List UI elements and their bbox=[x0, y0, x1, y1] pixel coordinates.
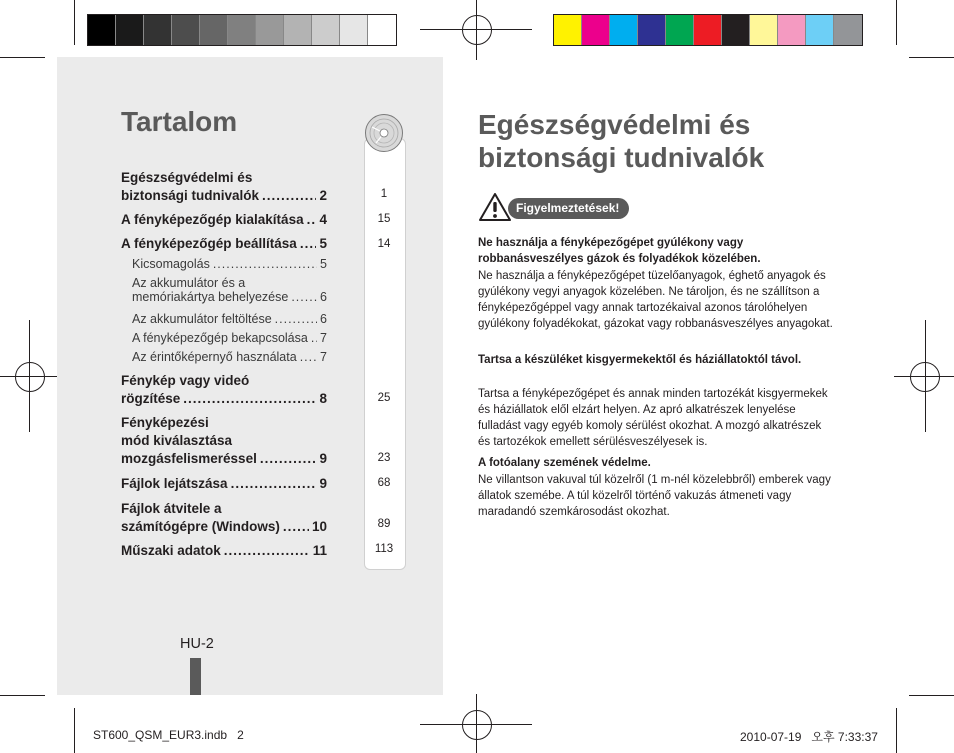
toc-page-number: 9 bbox=[319, 476, 327, 491]
reference-page-number: 113 bbox=[374, 543, 394, 555]
toc-entry-line: Fényképezési bbox=[121, 415, 209, 430]
toc-leader bbox=[300, 235, 317, 253]
section-2-heading: Tartsa a készüléket kisgyermekektől és háziállatoktól távol. bbox=[478, 354, 802, 366]
reference-page-number: 89 bbox=[377, 518, 391, 530]
toc-entry-label: Az érintőképernyő használata bbox=[132, 350, 297, 364]
section-3-body: Ne villantson vakuval túl közelről (1 m-nél közelebbről) emberek vagy állatok szemébe. A túl közelről történő vakuzás átmeneti vagy maradandó szemkárosodást okozhat. bbox=[478, 474, 831, 518]
color-patch bbox=[694, 15, 722, 45]
section-3-heading: A fotóalany szemének védelme. bbox=[478, 457, 651, 469]
toc-entry[interactable] bbox=[121, 211, 327, 229]
toc-leader bbox=[283, 518, 309, 536]
contents-title: Tartalom bbox=[121, 106, 238, 137]
toc-page-number: 10 bbox=[311, 519, 327, 534]
reference-page-number: 68 bbox=[377, 477, 391, 489]
toc-page-number: 6 bbox=[320, 290, 327, 304]
toc-leader bbox=[275, 312, 317, 326]
toc-entry[interactable] bbox=[132, 331, 327, 345]
toc-entry[interactable] bbox=[121, 169, 327, 205]
grayscale-color-bar bbox=[87, 14, 397, 46]
color-patch bbox=[312, 15, 340, 45]
cd-icon bbox=[364, 113, 404, 153]
color-patch bbox=[172, 15, 200, 45]
color-patch bbox=[228, 15, 256, 45]
color-patch bbox=[610, 15, 638, 45]
toc-entry-label: A fényképezőgép bekapcsolása bbox=[132, 331, 308, 345]
toc-entry[interactable] bbox=[121, 475, 327, 493]
color-patch bbox=[368, 15, 396, 45]
toc-page-number: 7 bbox=[320, 350, 327, 364]
color-patch bbox=[806, 15, 834, 45]
color-patch bbox=[554, 15, 582, 45]
toc-entry-label: Műszaki adatok bbox=[121, 543, 221, 558]
warning-icon bbox=[478, 192, 512, 222]
color-patch bbox=[88, 15, 116, 45]
safety-title-line-1: Egészségvédelmi és bbox=[478, 109, 751, 140]
toc-page-number: 8 bbox=[319, 391, 327, 406]
reference-page-number: 23 bbox=[377, 452, 391, 464]
reference-page-number: 15 bbox=[377, 213, 391, 225]
section-1-heading: Ne használja a fényképezőgépet gyúlékony vagy robbanásveszélyes gázok és folyadékok közelében. bbox=[478, 237, 761, 265]
reference-page-number: 1 bbox=[380, 188, 388, 200]
toc-entry-line: Fénykép vagy videó bbox=[121, 373, 250, 388]
toc-entry[interactable] bbox=[121, 372, 327, 408]
toc-leader bbox=[291, 290, 317, 304]
safety-title bbox=[478, 108, 838, 174]
color-patch bbox=[284, 15, 312, 45]
toc-entry-label: Az akkumulátor feltöltése bbox=[132, 312, 272, 326]
color-patch bbox=[144, 15, 172, 45]
toc-leader bbox=[224, 542, 310, 560]
toc-entry-label: számítógépre (Windows) bbox=[121, 519, 280, 534]
page-tab-marker bbox=[190, 658, 201, 695]
toc-leader bbox=[183, 390, 316, 408]
color-patch bbox=[200, 15, 228, 45]
toc-page-number: 5 bbox=[320, 257, 327, 271]
color-patch bbox=[256, 15, 284, 45]
safety-title-line-2: biztonsági tudnivalók bbox=[478, 142, 765, 173]
section-2-body: Tartsa a fényképezőgépet és annak minden tartozékát kisgyermekek és háziállatok elől elzárt helyen. Az apró alkatrészek lenyelése fulladást vagy egyéb komoly sérülést okozhat. A mozgó alkatrészek és tartozékok emellett sérülésveszélyesek is. bbox=[478, 388, 828, 448]
color-patch bbox=[582, 15, 610, 45]
color-patch bbox=[834, 15, 862, 45]
reference-page-number: 14 bbox=[377, 238, 391, 250]
footer-file-name: ST600_QSM_EUR3.indb 2 bbox=[93, 728, 244, 742]
toc-entry-label: memóriakártya behelyezése bbox=[132, 290, 289, 304]
toc-leader bbox=[260, 450, 317, 468]
toc-entry-label: mozgásfelismeréssel bbox=[121, 451, 257, 466]
toc-entry-label: biztonsági tudnivalók bbox=[121, 188, 260, 203]
toc-leader bbox=[213, 257, 317, 271]
toc-page-number: 11 bbox=[312, 543, 327, 558]
page-number: HU-2 bbox=[180, 636, 214, 652]
toc-entry-label: Fájlok lejátszása bbox=[121, 476, 228, 491]
toc-entry[interactable] bbox=[132, 257, 327, 271]
toc-leader bbox=[300, 350, 317, 364]
reference-page-number: 25 bbox=[377, 392, 391, 404]
toc-entry-label: rögzítése bbox=[121, 391, 181, 406]
toc-entry-line: Egészségvédelmi és bbox=[121, 170, 253, 185]
toc-entry-line: mód kiválasztása bbox=[121, 433, 233, 448]
toc-entry-label: Kicsomagolás bbox=[132, 257, 210, 271]
warning-label: Figyelmeztetések! bbox=[508, 198, 629, 219]
color-patch bbox=[666, 15, 694, 45]
reference-tab bbox=[364, 138, 406, 570]
toc-entry[interactable] bbox=[121, 542, 327, 560]
footer-timestamp: 2010-07-19 오후 7:33:37 bbox=[740, 730, 878, 744]
color-patch bbox=[638, 15, 666, 45]
toc-entry[interactable] bbox=[132, 350, 327, 364]
toc-entry[interactable] bbox=[132, 312, 327, 326]
toc-page-number: 6 bbox=[320, 312, 327, 326]
toc-leader bbox=[307, 211, 317, 229]
toc-entry-line: Az akkumulátor és a bbox=[132, 276, 246, 290]
color-patch bbox=[116, 15, 144, 45]
color-patch bbox=[722, 15, 750, 45]
toc-entry[interactable] bbox=[132, 276, 327, 304]
color-patch bbox=[750, 15, 778, 45]
toc-entry-line: Fájlok átvitele a bbox=[121, 501, 222, 516]
toc-entry[interactable] bbox=[121, 500, 327, 536]
section-1-body: Ne használja a fényképezőgépet tüzelőanyagok, éghető anyagok és gyúlékony vegyi anyagok közelében. Ne tároljon, és ne szállítson a fényképezőgéppel vagy annak tartozékaival azonos tárolóhelyen gyúlékony folyadékokat, gázokat vagy robbanásveszélyes anyagokat. bbox=[478, 270, 833, 330]
color-patch bbox=[340, 15, 368, 45]
toc-page-number: 9 bbox=[319, 451, 327, 466]
color-patch bbox=[778, 15, 806, 45]
toc-page-number: 5 bbox=[319, 236, 327, 251]
toc-page-number: 4 bbox=[319, 212, 327, 227]
toc-leader bbox=[311, 331, 317, 345]
toc-page-number: 7 bbox=[320, 331, 327, 345]
toc-entry[interactable] bbox=[121, 414, 327, 468]
toc-leader bbox=[231, 475, 317, 493]
toc-entry-label: A fényképezőgép kialakítása bbox=[121, 212, 304, 227]
toc-leader bbox=[262, 187, 316, 205]
toc-page-number: 2 bbox=[319, 188, 327, 203]
toc-entry[interactable] bbox=[121, 235, 327, 253]
toc-entry-label: A fényképezőgép beállítása bbox=[121, 236, 297, 251]
process-color-bar bbox=[553, 14, 863, 46]
